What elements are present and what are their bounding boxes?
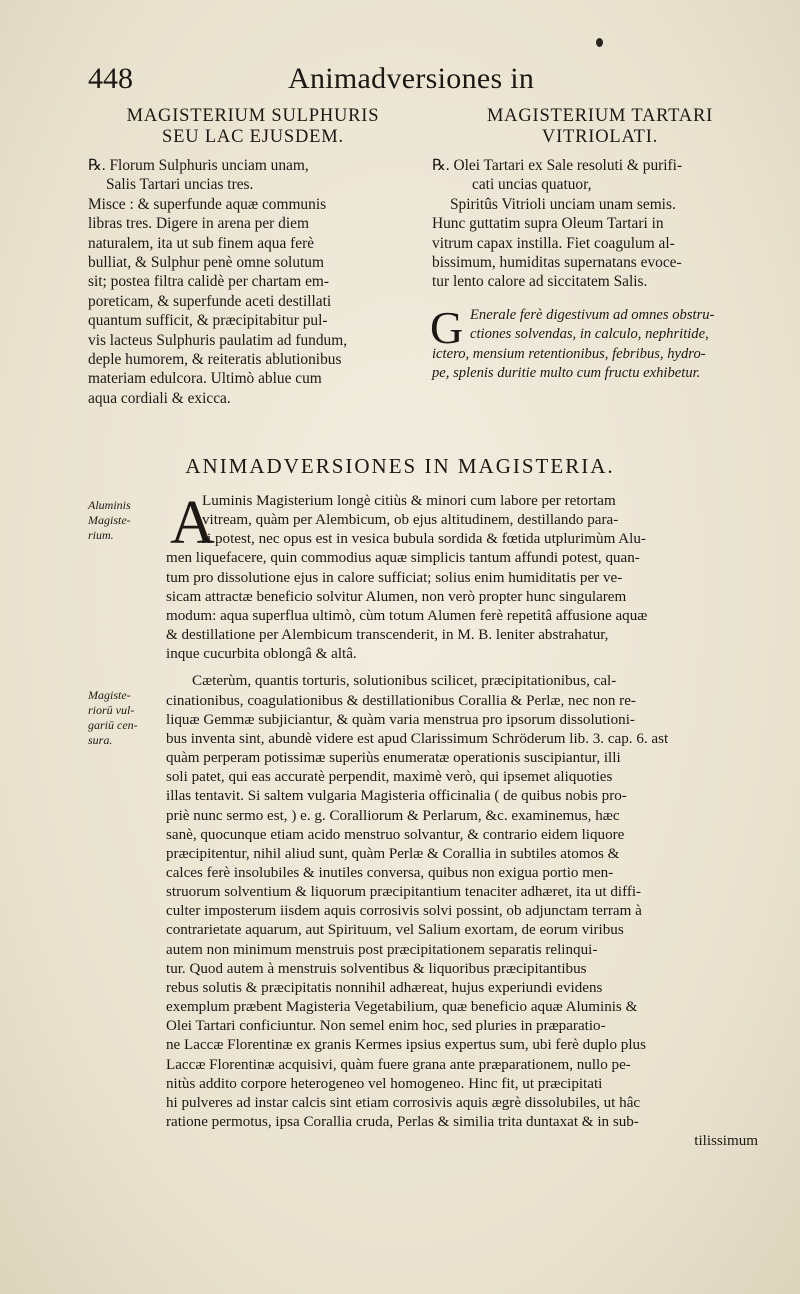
- note-line: gariū cen-: [88, 718, 138, 732]
- text-line: vitrum capax instilla. Fiet coagulum al-: [432, 234, 675, 252]
- text-line: quàm perperam potissimæ superiùs enumeratæ operationis suscipiantur, illi: [166, 750, 621, 767]
- text-line: tur lento calore ad siccitatem Salis.: [432, 273, 648, 291]
- text-line: bissimum, humiditas supernatans evoce-: [432, 254, 682, 272]
- text-line: præcipitentur, nihil aliud sunt, quàm Perlæ & Corallia in subtiles atomos &: [166, 845, 620, 862]
- text-line: autem non minimum menstruis post præcipitationem separatis relinqui-: [166, 941, 598, 958]
- text-line: struorum solventium & liquorum præcipitantium tenaciter adhæret, ita ut diffi-: [166, 884, 642, 901]
- text-line: & destillatione per Alembicum transcenderit, in M. B. leniter abstrahatur,: [166, 627, 609, 644]
- text-line: ratione permotus, ipsa Corallia cruda, Perlas & similia trita duntaxat & in sub-: [166, 1114, 639, 1130]
- text-line: materiam edulcora. Ultimò ablue cum: [88, 370, 322, 388]
- text-line: men liquefacere, quin commodius aquæ simplicis tantum affundi potest, quan-: [166, 550, 640, 567]
- right-column: [432, 106, 768, 383]
- text-line: pe, splenis duritie multo cum fructu exhibetur.: [432, 365, 701, 382]
- text-line: contrarietate aquarum, aut Spirituum, vel Salium exortam, de eorum viribus: [166, 922, 624, 939]
- text-line: hi pulveres ad instar calcis sint etiam corrosivis aquis ægrè dissolubiles, ut hâc: [166, 1094, 641, 1111]
- text-line: culter imposterum iisdem aquis corrosivis solvi possint, ob adjunctam terram à: [166, 903, 642, 920]
- text-line: sicam attractæ beneficio solvitur Alumen, non verò propter hunc singularem: [166, 588, 627, 605]
- paragraph: [166, 672, 770, 1132]
- title-line: VITRIOLATI.: [541, 127, 659, 147]
- text-line: liquæ Gemmæ subjiciantur, & quàm varia menstrua pro ipsorum dissolutioni-: [166, 711, 635, 728]
- note-line: rium.: [88, 528, 114, 542]
- paragraph: [166, 489, 770, 664]
- text-line: Hunc guttatim supra Oleum Tartari in: [432, 215, 664, 233]
- text-line: poreticam, & superfunde aceti destillati: [88, 292, 332, 310]
- text-line: bulliat, & Sulphur penè omne solutum: [88, 254, 324, 272]
- text-line: Luminis Magisterium longè citiùs & minori cum labore per retortam: [202, 493, 616, 509]
- text-line: cati uncias quatuor,: [472, 176, 592, 194]
- margin-note: [88, 688, 162, 748]
- text-line: ne Laccæ Florentinæ ex granis Kermes ipsius expertus sum, ubi ferè duplo plus: [166, 1037, 646, 1054]
- main-text: [166, 489, 770, 1151]
- text-line: bus inventa sint, abundè videre est apud Clarissimum Schröderum lib. 3. cap. 6. ast: [166, 730, 669, 747]
- running-title: Animadversiones in: [288, 62, 535, 95]
- margin-note: [88, 498, 162, 543]
- note-line: riorū vul-: [88, 703, 135, 717]
- note-line: sura.: [88, 733, 113, 747]
- page-number: 448: [88, 62, 133, 95]
- text-line: rebus solutis & præcipitatis nonnihil adhæreat, hujus experiundi evidens: [166, 979, 603, 996]
- text-line: tur. Quod autem à menstruis solventibus & liquoribus præcipitantibus: [166, 960, 587, 977]
- left-recipe-title: [88, 106, 418, 148]
- drop-cap: A: [170, 489, 215, 557]
- text-line: Spiritûs Vitrioli unciam unam semis.: [450, 195, 676, 213]
- text-line: sanè, quocunque etiam acido menstruo solvantur, & contrario eidem liquore: [166, 826, 625, 843]
- left-column: [88, 106, 418, 408]
- text-line: soli patet, qui eas accuratè perpendit, maximè verò, qui ipsemet aliquoties: [166, 769, 613, 786]
- note-line: Magiste-: [88, 513, 131, 527]
- text-line: vis lacteus Sulphuris paulatim ad fundum,: [88, 331, 348, 349]
- text-line: exemplum præbent Magisteria Vegetabilium, quæ beneficio aquæ Aluminis &: [166, 999, 638, 1016]
- text-line: cinationibus, coagulationibus & destillationibus Corallia & Perlæ, nec non re-: [166, 692, 636, 709]
- general-usage-note: [430, 301, 768, 384]
- text-line: aqua cordiali & exicca.: [88, 389, 231, 407]
- text-line: sit; postea filtra calidè per chartam em-: [88, 273, 330, 291]
- title-line: MAGISTERIUM SULPHURIS: [126, 106, 380, 126]
- ink-blot: [596, 38, 603, 47]
- left-recipe-body: [88, 156, 418, 408]
- section-title: ANIMADVERSIONES IN MAGISTERIA.: [185, 454, 615, 478]
- text-line: Misce : & superfunde aquæ communis: [88, 195, 327, 213]
- text-line: inque cucurbita oblongâ & altâ.: [166, 646, 357, 663]
- text-line: ℞. Florum Sulphuris unciam unam,: [88, 157, 309, 174]
- text-line: Enerale ferè digestivum ad omnes obstru-: [470, 306, 715, 323]
- text-line: Salis Tartari uncias tres.: [106, 176, 254, 194]
- right-recipe-body: [432, 156, 768, 292]
- text-line: priè nunc sermo est, ) e. g. Coralliorum & Perlarum, &c. examinemus, hæc: [166, 807, 620, 824]
- title-line: MAGISTERIUM TARTARI: [486, 106, 714, 126]
- text-line: modum: aqua superflua ultimò, cùm totum Alumen ferè repetitâ affusione aquæ: [166, 607, 648, 624]
- catchword: tilissimum: [694, 1133, 758, 1150]
- text-line: deple humorem, & reiteratis ablutionibus: [88, 351, 342, 369]
- page-header: [88, 62, 768, 102]
- right-recipe-title: [432, 106, 768, 148]
- text-line: nitùs addito corpore heterogeneo vel homogeneo. Hinc fit, ut præcipitati: [166, 1075, 603, 1092]
- text-line: tum pro dissolutione ejus in calore sufficiat; solius enim humiditatis per ve-: [166, 569, 623, 586]
- text-line: ictero, mensium retentionibus, febribus, hydro-: [432, 345, 706, 362]
- text-line: ℞. Olei Tartari ex Sale resoluti & purifi-: [432, 157, 683, 174]
- text-line: Laccæ Florentinæ acquisivi, quàm fuere grana ante præparationem, nullo pe-: [166, 1056, 631, 1073]
- text-line: quantum sufficit, & præcipitabitur pul-: [88, 312, 328, 330]
- text-line: ctiones solvendas, in calculo, nephritide,: [470, 326, 709, 343]
- text-line: libras tres. Digere in arena per diem: [88, 215, 309, 233]
- note-line: Aluminis: [88, 498, 131, 512]
- note-line: Magiste-: [88, 688, 131, 702]
- text-line: calces ferè insolubiles & inutiles conversa, quibus non exigua portio men-: [166, 864, 614, 881]
- text-line: illas tentavit. Si saltem vulgaria Magisteria officinalia ( de quibus nobis pro-: [166, 788, 627, 805]
- text-line: vitream, quàm per Alembicum, ob ejus altitudinem, destillando para-: [202, 512, 619, 529]
- text-line: ri potest, nec opus est in vesica bubula sordida & fœtida utplurimùm Alu-: [202, 531, 646, 548]
- text-line: Olei Tartari conficiuntur. Non semel enim hoc, sed pluries in præparatio-: [166, 1018, 606, 1035]
- drop-cap: G: [430, 301, 464, 353]
- text-line: Cæterùm, quantis torturis, solutionibus scilicet, præcipitationibus, cal-: [192, 673, 617, 690]
- text-line: naturalem, ita ut sub finem aqua ferè: [88, 234, 315, 252]
- title-line: SEU LAC EJUSDEM.: [162, 127, 344, 147]
